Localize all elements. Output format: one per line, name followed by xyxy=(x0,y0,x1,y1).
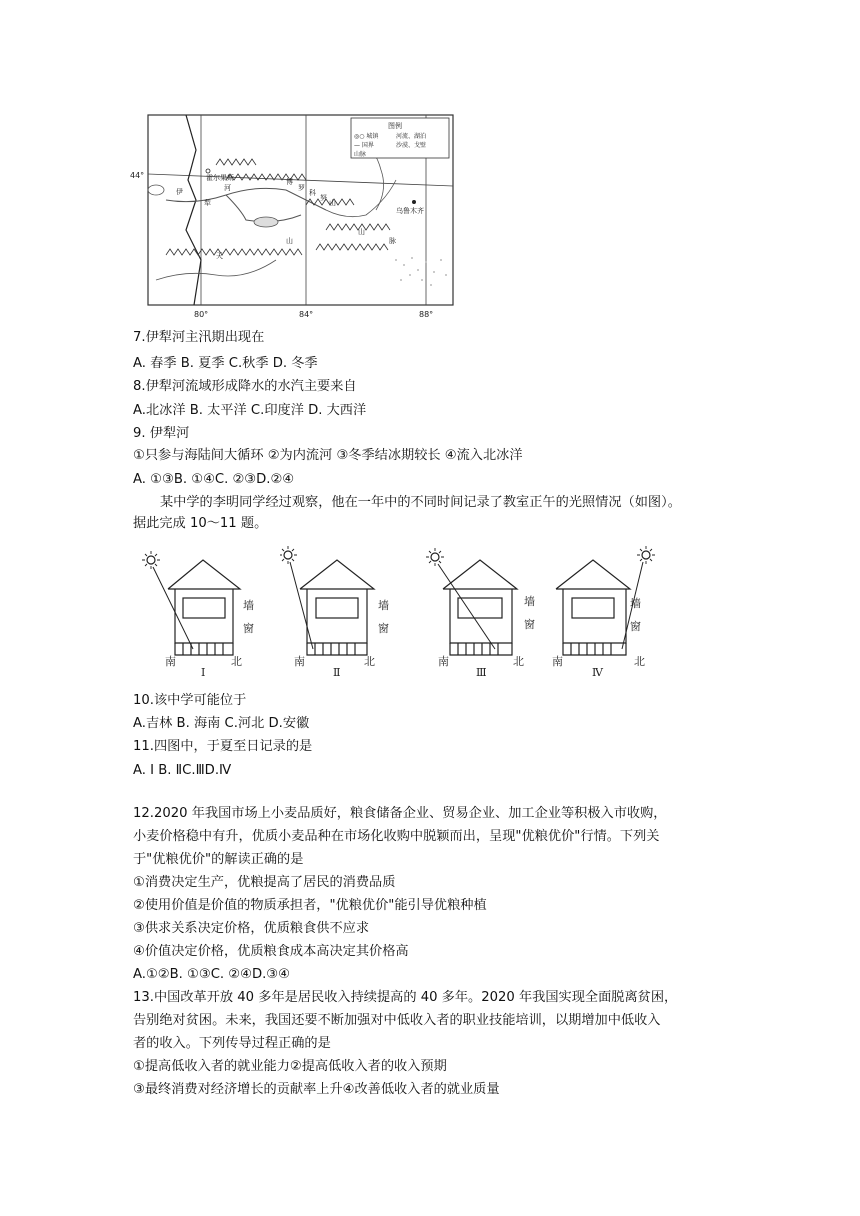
north-label: 北 xyxy=(364,655,375,668)
q12-line3: 于"优粮优价"的解读正确的是 xyxy=(133,852,304,867)
ili-char-1: 伊 xyxy=(176,188,183,196)
wall-label: 墙 xyxy=(524,595,535,608)
south-label: 南 xyxy=(165,655,176,668)
q7-options: A. 春季 B. 夏季 C.秋季 D. 冬季 xyxy=(133,356,318,371)
map-legend-item: 沙漠、戈壁 xyxy=(396,142,427,149)
huoerguosi-label: 霍尔果斯 xyxy=(206,174,234,182)
q7-stem: 7.伊犁河主汛期出现在 xyxy=(133,330,265,345)
q9-stem: 9. 伊犁河 xyxy=(133,426,190,441)
house-figure-2 xyxy=(280,545,410,684)
lon-label-84: 84° xyxy=(299,310,314,319)
q11-options: A. Ⅰ B. ⅡC.ⅢD.Ⅳ xyxy=(133,763,232,778)
q12-line2: 小麦价格稳中有升，优质小麦品种在市场化收购中脱颖而出，呈现"优粮优价"行情。下列关 xyxy=(133,829,660,844)
q9-options: A. ①③B. ①④C. ②③D.②④ xyxy=(133,472,295,487)
q13-statements-3-4: ③最终消费对经济增长的贡献率上升④改善低收入者的就业质量 xyxy=(133,1082,500,1097)
q12-options: A.①②B. ①③C. ②④D.③④ xyxy=(133,967,290,982)
q12-statement-4: ④价值决定价格，优质粮食成本高决定其价格高 xyxy=(133,944,409,959)
q8-stem: 8.伊犁河流域形成降水的水汽主要来自 xyxy=(133,379,357,394)
map-legend-item: 河流、湖泊 xyxy=(396,133,427,140)
south-label: 南 xyxy=(294,655,305,668)
wall-label: 墙 xyxy=(630,597,641,610)
q10-stem: 10.该中学可能位于 xyxy=(133,693,247,708)
house-figure-3 xyxy=(420,545,560,684)
map-legend-item: 山脉 xyxy=(354,151,367,158)
tianshan-char-2: 山 xyxy=(286,237,293,245)
wall-label: 墙 xyxy=(243,599,254,612)
q13-statements-1-2: ①提高低收入者的就业能力②提高低收入者的收入预期 xyxy=(133,1059,447,1074)
q13-line1: 13.中国改革开放 40 多年是居民收入持续提高的 40 多年。2020 年我国实现全面脱离贫困， xyxy=(133,990,678,1005)
ili-char-2: 犁 xyxy=(204,199,211,207)
bohuo-char-2: 罗 xyxy=(298,184,305,192)
tianshan-char-4: 脉 xyxy=(389,237,396,245)
window-label: 窗 xyxy=(630,620,641,633)
north-label: 北 xyxy=(513,655,524,668)
q10-options: A.吉林 B. 海南 C.河北 D.安徽 xyxy=(133,716,310,731)
bohuo-char-4: 努 xyxy=(320,194,327,202)
south-label: 南 xyxy=(552,655,563,668)
intro-10-11-line2: 据此完成 10～11 题。 xyxy=(133,516,268,531)
q12-statement-2: ②使用价值是价值的物质承担者，"优粮优价"能引导优粮种植 xyxy=(133,898,487,913)
house-figure-1 xyxy=(133,545,263,684)
north-label: 北 xyxy=(231,655,242,668)
ili-char-3: 河 xyxy=(224,184,231,192)
window-label: 窗 xyxy=(378,622,389,635)
bohuo-char-3: 科 xyxy=(309,189,316,197)
north-label: 北 xyxy=(634,655,645,668)
house-label-2: Ⅱ xyxy=(333,666,341,679)
q13-line2: 告别绝对贫困。未来，我国还要不断加强对中低收入者的职业技能培训，以期增加中低收入 xyxy=(133,1013,661,1028)
wulumuqi-label: 乌鲁木齐 xyxy=(396,207,424,215)
q8-options: A.北冰洋 B. 太平洋 C.印度洋 D. 大西洋 xyxy=(133,403,367,418)
tianshan-char-1: 天 xyxy=(216,252,223,260)
bohuo-char-5: 山 xyxy=(329,199,336,207)
q12-line1: 12.2020 年我国市场上小麦品质好，粮食储备企业、贸易企业、加工企业等积极入市收购， xyxy=(133,806,667,821)
map-legend-item: — 国界 xyxy=(354,142,374,149)
lon-label-80: 80° xyxy=(194,310,209,319)
map-legend-item: ◎○ 城镇 xyxy=(354,133,379,140)
q13-line3: 者的收入。下列传导过程正确的是 xyxy=(133,1036,331,1051)
south-label: 南 xyxy=(438,655,449,668)
q12-statement-1: ①消费决定生产，优粮提高了居民的消费品质 xyxy=(133,875,396,890)
q9-statements: ①只参与海陆间大循环 ②为内流河 ③冬季结冰期较长 ④流入北冰洋 xyxy=(133,448,523,463)
wall-label: 墙 xyxy=(378,599,389,612)
q11-stem: 11.四图中，于夏至日记录的是 xyxy=(133,739,313,754)
window-label: 窗 xyxy=(243,622,254,635)
ili-river-map xyxy=(126,110,466,325)
house-label-3: Ⅲ xyxy=(476,666,487,679)
tianshan-char-3: 山 xyxy=(358,228,365,236)
intro-10-11-line1: 某中学的李明同学经过观察，他在一年中的不同时间记录了教室正午的光照情况（如图）。 xyxy=(160,495,681,510)
house-figure-4 xyxy=(550,545,670,684)
lon-label-88: 88° xyxy=(419,310,434,319)
house-label-4: Ⅳ xyxy=(592,666,603,679)
map-legend-title: 图例 xyxy=(388,122,402,130)
window-label: 窗 xyxy=(524,618,535,631)
lat-label: 44° xyxy=(130,171,145,180)
house-label-1: Ⅰ xyxy=(201,666,206,679)
bohuo-char-1: 博 xyxy=(286,178,293,186)
q12-statement-3: ③供求关系决定价格，优质粮食供不应求 xyxy=(133,921,370,936)
